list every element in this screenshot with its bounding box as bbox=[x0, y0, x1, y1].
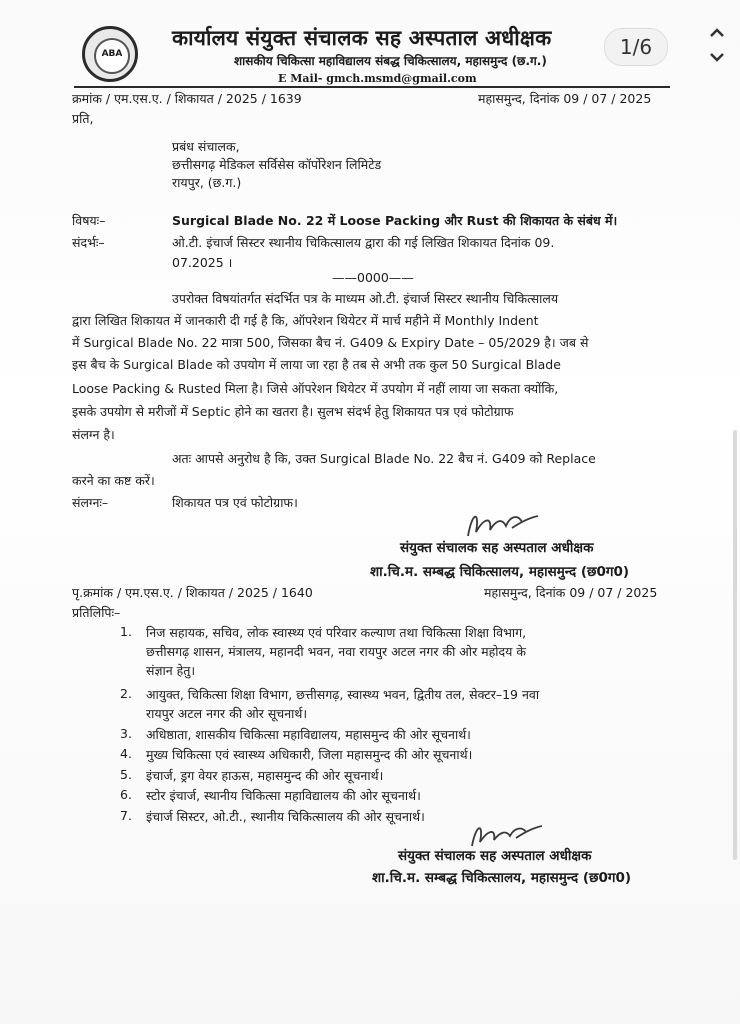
copy-item-6-num: 6. bbox=[120, 787, 132, 802]
signatory-title-1: संयुक्त संचालक सह अस्पताल अधीक्षक bbox=[400, 540, 594, 556]
copy-item-5-line-1: इंचार्ज, ड्रग वेयर हाऊस, महासमुन्द की ओर सूचनार्थ। bbox=[146, 768, 384, 783]
addressee-line-1: प्रबंध संचालक, bbox=[172, 139, 240, 154]
enclosure-label: संलग्नः– bbox=[72, 495, 109, 510]
institution-logo bbox=[82, 26, 138, 82]
signatory-org-2: शा.चि.म. सम्बद्ध चिकित्सालय, महासमुन्द (छ0ग0) bbox=[372, 870, 632, 886]
copy-item-1-num: 1. bbox=[120, 624, 132, 639]
page-indicator[interactable]: 1/6 bbox=[604, 28, 668, 66]
body-line-6: इसके उपयोग से मरीजों में Septic होने का खतरा है। सुलभ संदर्भ हेतु शिकायत पत्र एवं फोटोग्राफ bbox=[72, 404, 514, 419]
letterhead-subtitle: शासकीय चिकित्सा महाविद्यालय संबद्ध चिकित्सालय, महासमुन्द (छ.ग.) bbox=[234, 54, 547, 68]
copy-item-6-line-1: स्टोर इंचार्ज, स्थानीय चिकित्सा महाविद्यालय की ओर सूचनार्थ। bbox=[146, 788, 421, 803]
addressee-line-3: रायपुर, (छ.ग.) bbox=[172, 175, 242, 190]
copy-ref-no: पृ.क्रमांक / एम.एस.ए. / शिकायत / 2025 / 1640 bbox=[72, 585, 313, 600]
copy-item-2-num: 2. bbox=[120, 686, 132, 701]
copy-item-1-line-2: छत्तीसगढ़ शासन, मंत्रालय, महानदी भवन, नवा रायपुर अटल नगर की ओर महोदय के bbox=[146, 644, 526, 659]
subject-label: विषयः– bbox=[72, 213, 106, 228]
body-line-1: उपरोक्त विषयांतर्गत संदर्भित पत्र के माध्यम ओ.टी. इंचार्ज सिस्टर स्थानीय चिकित्सालय bbox=[172, 291, 559, 306]
letterhead-title: कार्यालय संयुक्त संचालक सह अस्पताल अधीक्षक bbox=[172, 26, 552, 50]
copy-item-4-line-1: मुख्य चिकित्सा एवं स्वास्थ्य अधिकारी, जिला महासमुन्द की ओर सूचनार्थ। bbox=[146, 747, 473, 762]
body-line-7: संलग्न है। bbox=[72, 427, 115, 442]
reference-line-2: 07.2025 । bbox=[172, 255, 233, 270]
letter-date: महासमुन्द, दिनांक 09 / 07 / 2025 bbox=[478, 91, 652, 106]
copy-item-3-num: 3. bbox=[120, 726, 132, 741]
body-line-3: में Surgical Blade No. 22 मात्रा 500, जिसका बैच नं. G409 & Expiry Date – 05/2029 है। जब से bbox=[72, 335, 589, 350]
copy-item-1-line-3: संज्ञान हेतु। bbox=[146, 663, 196, 678]
vertical-scrollbar[interactable] bbox=[733, 430, 737, 860]
body-line-4: इस बैच के Surgical Blade को उपयोग में लाया जा रहा है तब से अभी तक कुल 50 Surgical Blade bbox=[72, 357, 561, 372]
letterhead-divider bbox=[74, 86, 670, 88]
request-line-1: अतः आपसे अनुरोध है कि, उक्त Surgical Blade No. 22 बैच नं. G409 को Replace bbox=[172, 451, 596, 466]
reference-label: संदर्भः– bbox=[72, 235, 105, 250]
letter-ref-no: क्रमांक / एम.एस.ए. / शिकायत / 2025 / 1639 bbox=[72, 91, 302, 106]
copy-label: प्रतिलिपिः– bbox=[72, 605, 121, 620]
body-line-5: Loose Packing & Rusted मिला है। जिसे ऑपरेशन थियेटर में उपयोग में नहीं लाया जा सकता क्योंकि, bbox=[72, 381, 559, 396]
letterhead-email: E Mail- gmch.msmd@gmail.com bbox=[278, 72, 477, 85]
chevron-up-icon[interactable] bbox=[706, 22, 728, 44]
separator: ——0000—— bbox=[332, 270, 414, 285]
chevron-down-icon[interactable] bbox=[706, 46, 728, 68]
reference-line-1: ओ.टी. इंचार्ज सिस्टर स्थानीय चिकित्सालय द्वारा की गई लिखित शिकायत दिनांक 09. bbox=[172, 235, 555, 250]
prati-label: प्रति, bbox=[72, 111, 94, 126]
copy-item-2-line-1: आयुक्त, चिकित्सा शिक्षा विभाग, छत्तीसगढ़, स्वास्थ्य भवन, द्वितीय तल, सेक्टर–19 नवा bbox=[146, 687, 540, 702]
addressee-line-2: छत्तीसगढ़ मेडिकल सर्विसेस कॉर्पोरेशन लिमिटेड bbox=[172, 157, 382, 172]
subject-text: Surgical Blade No. 22 में Loose Packing और Rust की शिकायत के संबंध में। bbox=[172, 213, 618, 228]
copy-item-3-line-1: अधिष्ठाता, शासकीय चिकित्सा महाविद्यालय, महासमुन्द की ओर सूचनार्थ। bbox=[146, 727, 471, 742]
copy-item-5-num: 5. bbox=[120, 767, 132, 782]
logo-text: ABA bbox=[101, 49, 123, 59]
body-line-2: द्वारा लिखित शिकायत में जानकारी दी गई है कि, ऑपरेशन थियेटर में मार्च महीने में Monthly Indent bbox=[72, 313, 539, 328]
copy-item-7-line-1: इंचार्ज सिस्टर, ओ.टी., स्थानीय चिकित्सालय की ओर सूचनार्थ। bbox=[146, 809, 425, 824]
request-line-2: करने का कष्ट करें। bbox=[72, 473, 155, 488]
copy-item-4-num: 4. bbox=[120, 746, 132, 761]
signatory-org-1: शा.चि.म. सम्बद्ध चिकित्सालय, महासमुन्द (छ0ग0) bbox=[370, 564, 630, 580]
signatory-title-2: संयुक्त संचालक सह अस्पताल अधीक्षक bbox=[398, 848, 592, 864]
copy-item-2-line-2: रायपुर अटल नगर की ओर सूचनार्थ। bbox=[146, 706, 308, 721]
copy-item-7-num: 7. bbox=[120, 808, 132, 823]
copy-item-1-line-1: निज सहायक, सचिव, लोक स्वास्थ्य एवं परिवार कल्याण तथा चिकित्सा शिक्षा विभाग, bbox=[146, 625, 527, 640]
enclosure-text: शिकायत पत्र एवं फोटोग्राफ। bbox=[172, 495, 298, 510]
copy-date: महासमुन्द, दिनांक 09 / 07 / 2025 bbox=[484, 585, 658, 600]
